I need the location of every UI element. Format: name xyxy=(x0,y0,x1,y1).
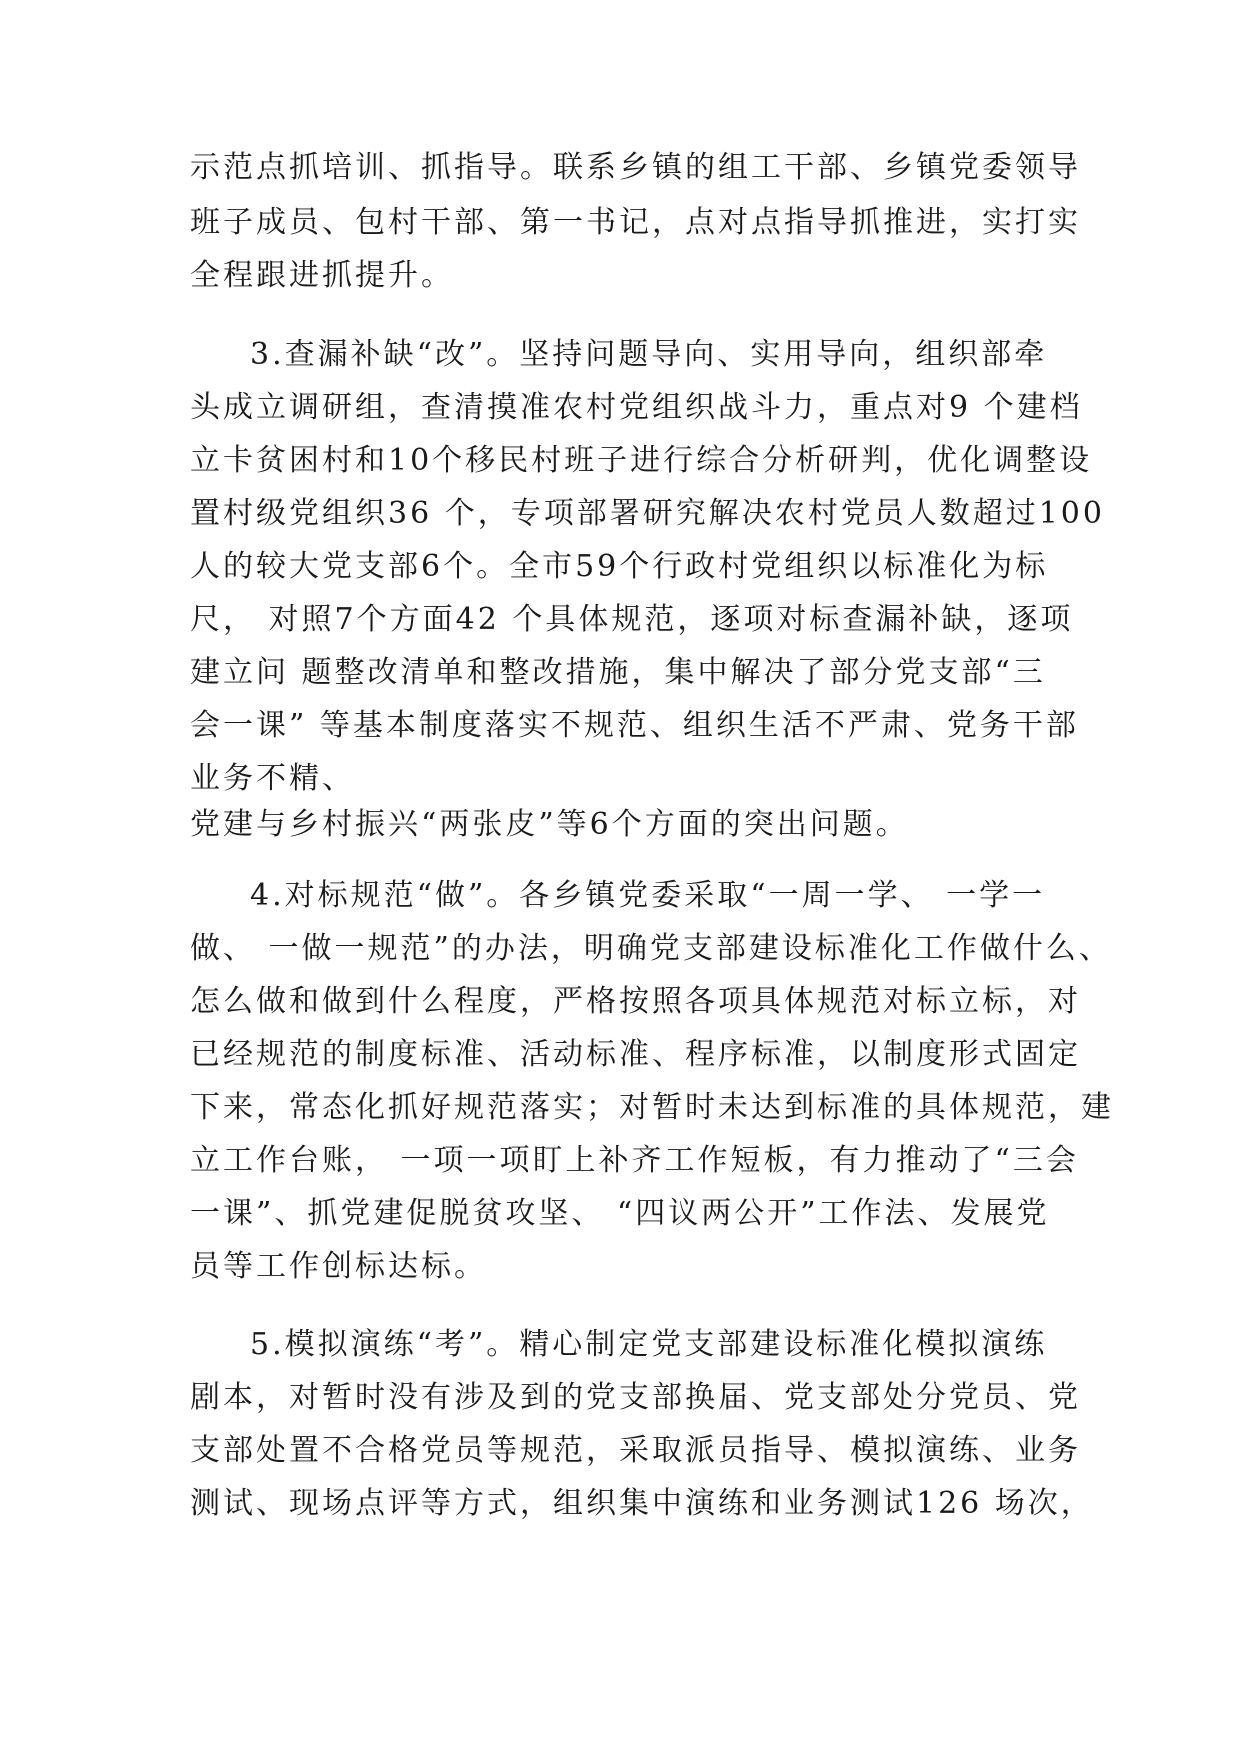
text-line: 立卡贫困村和10个移民村班子进行综合分析研判，优化调整设 xyxy=(190,443,1093,478)
text-line: 党建与乡村振兴“两张皮”等6个方面的突出问题。 xyxy=(190,807,909,842)
text-line: 一课”、抓党建促脱贫攻坚、 “四议两公开”工作法、发展党 xyxy=(190,1196,1050,1231)
text-line: 支部处置不合格党员等规范，采取派员指导、模拟演练、业务 xyxy=(190,1433,1081,1468)
text-line: 业务不精、 xyxy=(190,761,355,796)
text-line: 立工作台账， 一项一项盯上补齐工作短板，有力推动了“三会 xyxy=(190,1143,1079,1178)
text-line: 会一课” 等基本制度落实不规范、组织生活不严肃、党务干部 xyxy=(190,708,1079,743)
text-line: 做、 一做一规范”的办法，明确党支部建设标准化工作做什么、 xyxy=(190,931,1112,966)
text-line: 员等工作创标达标。 xyxy=(190,1249,487,1284)
text-line: 人的较大党支部6个。全市59个行政村党组织以标准化为标 xyxy=(190,549,1049,584)
text-line: 示范点抓培训、抓指导。联系乡镇的组工干部、乡镇党委领导 xyxy=(190,150,1081,185)
text-line: 下来，常态化抓好规范落实；对暂时未达到标准的具体规范，建 xyxy=(190,1090,1114,1125)
text-line: 已经规范的制度标准、活动标准、程序标准，以制度形式固定 xyxy=(190,1037,1081,1072)
text-line: 尺， 对照7个方面42 个具体规范，逐项对标查漏补缺，逐项 xyxy=(190,602,1074,637)
text-line: 测试、现场点评等方式，组织集中演练和业务测试126 场次， xyxy=(190,1486,1094,1521)
text-line: 班子成员、包村干部、第一书记，点对点指导抓推进，实打实 xyxy=(190,205,1081,240)
text-line: 头成立调研组，查清摸准农村党组织战斗力，重点对9 个建档 xyxy=(190,390,1083,425)
paragraph-3-heading-line: 3.查漏补缺“改”。坚持问题导向、实用导向，组织部牵 xyxy=(250,337,1048,372)
text-line: 剧本，对暂时没有涉及到的党支部换届、党支部处分党员、党 xyxy=(190,1380,1081,1415)
text-line: 怎么做和做到什么程度，严格按照各项具体规范对标立标，对 xyxy=(190,984,1081,1019)
paragraph-4-heading-line: 4.对标规范“做”。各乡镇党委采取“一周一学、 一学一 xyxy=(250,878,1046,913)
text-line: 建立问 题整改清单和整改措施，集中解决了部分党支部“三 xyxy=(190,655,1046,690)
text-line: 置村级党组织36 个，专项部署研究解决农村党员人数超过100 xyxy=(190,496,1105,531)
text-line: 全程跟进抓提升。 xyxy=(190,258,454,293)
paragraph-5-heading-line: 5.模拟演练“考”。精心制定党支部建设标准化模拟演练 xyxy=(250,1327,1048,1362)
